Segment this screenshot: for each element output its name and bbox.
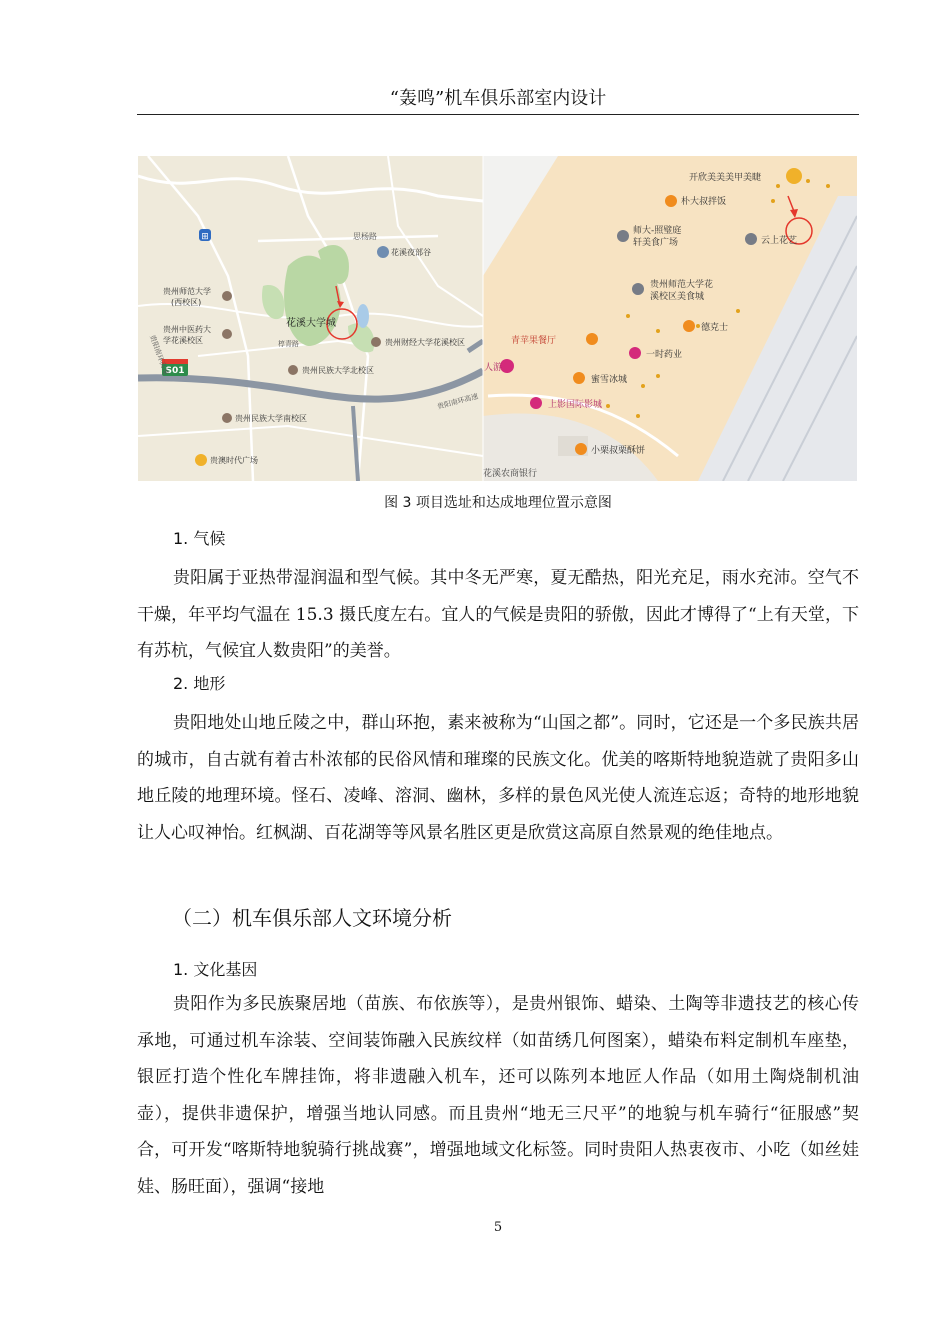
culture-paragraph: 贵阳作为多民族聚居地（苗族、布依族等），是贵州银饰、蜡染、土陶等非遗技艺的核心传承地，可通过机车涂装、空间装饰融入民族纹样（如苗绣几何图案），蜡染布料定制机车座垫，银匠打造个性化车牌挂饰，将非遗融入机车，还可以陈列本地匠人作品（如用土陶烧制机油壶），提供非遗保护，增强当地认同感。而且贵州“地无三尺平”的地貌与机车骑行“征服感”契合，可开发“喀斯特地貌骑行挑战赛”，增强地域文化标签。同时贵阳人热衷夜市、小吃（如丝娃娃、肠旺面），强调“接地 [137, 994, 859, 1197]
place-label-finance-univ: 贵州财经大学花溪校区 [385, 338, 465, 347]
poi-label-food-court-1: 师大-照璧庭 [633, 226, 682, 236]
poi-label-normal-food-1: 贵州师范大学花 [650, 280, 714, 290]
location-map-figure [138, 156, 857, 481]
poi-label-pharmacy: 一时药业 [646, 350, 683, 360]
svg-text:⊞: ⊞ [201, 232, 209, 242]
terrain-heading: 2. 地形 [173, 674, 226, 693]
place-label-tcm-univ-2: 学花溪校区 [163, 336, 203, 345]
poi-label-edge: 人游 [484, 363, 503, 373]
terrain-paragraph: 贵阳地处山地丘陵之中，群山环抱，素来被称为“山国之都”。同时，它还是一个多民族共居的城市，自古就有着古朴浓郁的民俗风情和璀璨的民族文化。优美的喀斯特地貌造就了贵阳多山地丘陵的地理环境。怪石、凌峰、溶洞、幽林，多样的景色风光使人流连忘返；奇特的地形地貌让人心叹神怡。红枫湖、百花湖等等风景名胜区更是欣赏这高原自然景观的绝佳地点。 [137, 713, 859, 843]
left-map [138, 156, 483, 481]
section-heading: （二）机车俱乐部人文环境分析 [172, 906, 452, 930]
place-label-normal-univ-2: (西校区) [171, 298, 202, 307]
expressway-label-vertical: 贵阳南环高速 [148, 333, 171, 377]
place-label-normal-univ-1: 贵州师范大学 [163, 287, 211, 296]
page-number: 5 [493, 1220, 503, 1235]
poi-label-xiaoli: 小栗叔栗酥饼 [591, 446, 646, 456]
road-label: 思杨路 [353, 232, 377, 241]
place-label-minzu-south: 贵州民族大学南校区 [235, 414, 307, 423]
header-divider [137, 114, 859, 115]
figure-caption: 图 3 项目选址和达成地理位置示意图 [384, 495, 612, 511]
place-label-minzu-north: 贵州民族大学北校区 [302, 366, 374, 375]
poi-label-qingping: 青苹果餐厅 [511, 336, 557, 346]
place-label-university-town: 花溪大学城 [286, 318, 336, 329]
page-header-title: “轰鸣”机车俱乐部室内设计 [389, 88, 607, 109]
poi-label-food-court-2: 轩美食广场 [633, 238, 679, 248]
climate-paragraph: 贵阳属于亚热带湿润温和型气候。其中冬无严寒，夏无酷热，阳光充足，雨水充沛。空气不干燥，年平均气温在 15.3 摄氏度左右。宜人的气候是贵阳的骄傲，因此才博得了“上有天堂，下有苏杭，气候宜人数贵阳”的美誉。 [137, 568, 859, 661]
highway-shield-label: S01 [165, 366, 185, 376]
poi-label-bank: 花溪农商银行 [483, 469, 538, 479]
poi-label-yunshang: 云上花艺 [761, 236, 798, 246]
poi-label-normal-food-2: 溪校区美食城 [650, 292, 705, 302]
place-label-small-road: 椁青路 [278, 340, 299, 348]
place-label-times-square: 贵澳时代广场 [210, 456, 258, 465]
poi-label-nail-salon: 开欣美美美甲美睫 [689, 173, 762, 183]
climate-heading: 1. 气候 [173, 529, 226, 548]
culture-heading: 1. 文化基因 [173, 960, 258, 979]
expressway-label: 贵阳南环高速 [436, 392, 480, 411]
place-label-tcm-univ-1: 贵州中医药大 [163, 325, 211, 334]
poi-label-mixue: 蜜雪冰城 [591, 375, 628, 385]
place-label-night-market: 花溪夜部谷 [391, 248, 431, 257]
poi-label-dicos: 德克士 [701, 323, 729, 333]
poi-label-cinema: 上影国际影城 [548, 400, 603, 410]
right-map [483, 156, 857, 481]
poi-label-puda: 朴大叔拌饭 [681, 197, 727, 207]
